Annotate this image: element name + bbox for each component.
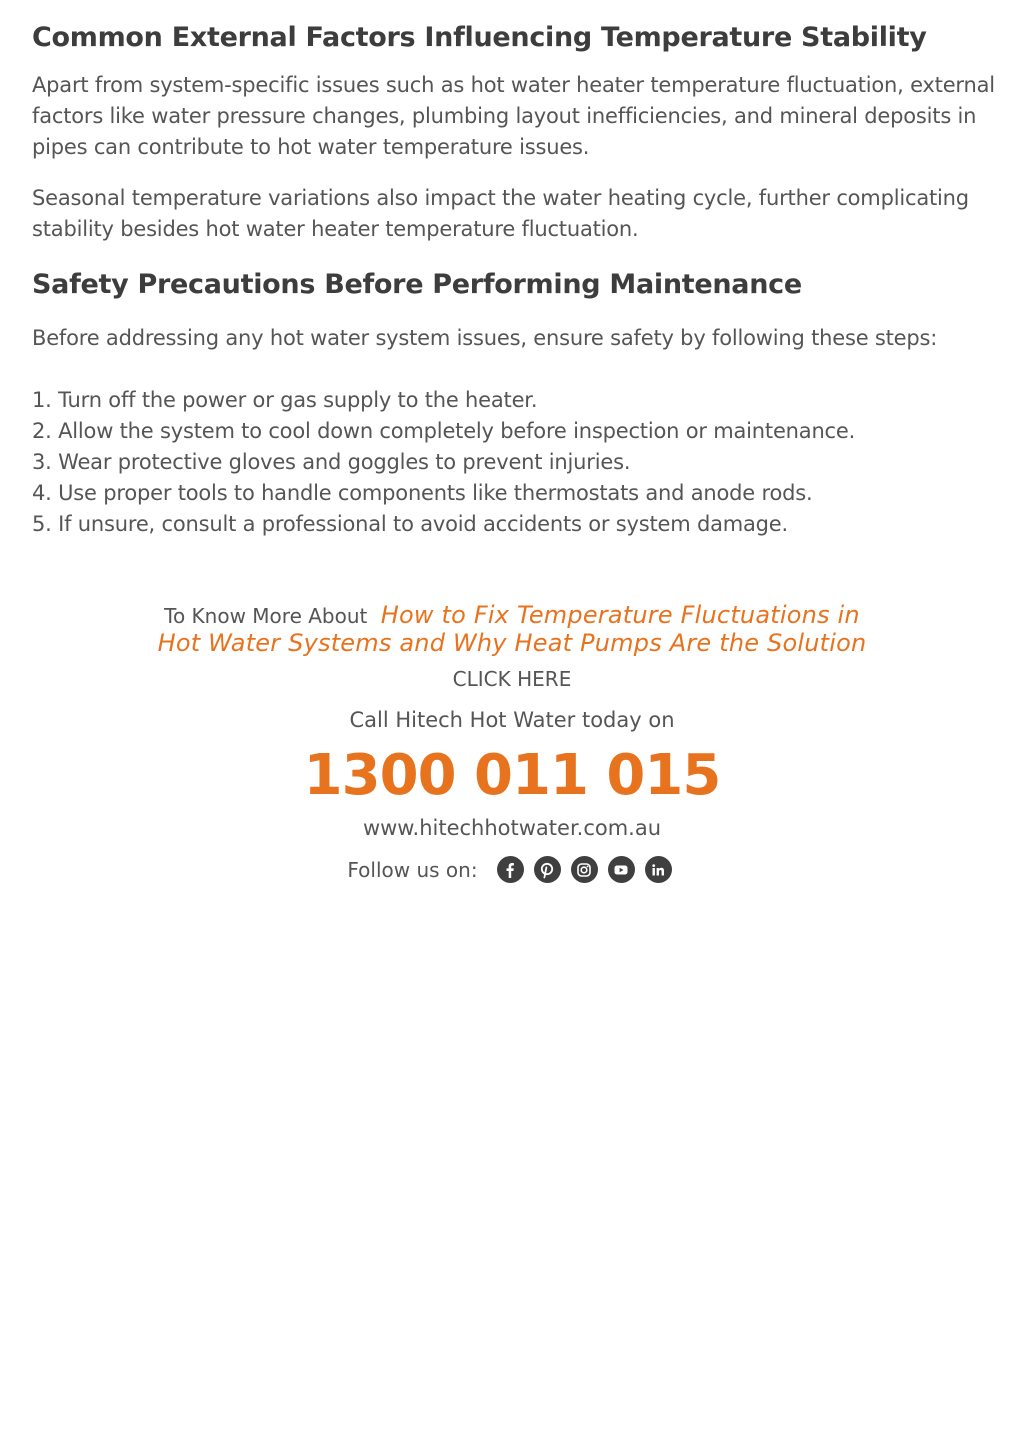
list-item: 5. If unsure, consult a professional to avoid accidents or system damage. bbox=[32, 512, 788, 536]
paragraph-external-factors: Apart from system-specific issues such as hot water heater temperature fluctuation, external factors like water pressure changes, plumbing layout inefficiencies, and mineral deposits in pipes can contribute to hot water temperature issues. bbox=[32, 73, 995, 159]
list-item: 3. Wear protective gloves and goggles to prevent injuries. bbox=[32, 450, 631, 474]
call-text: Call Hitech Hot Water today on bbox=[349, 708, 675, 732]
list-item: 1. Turn off the power or gas supply to the heater. bbox=[32, 388, 538, 412]
follow-label: Follow us on: bbox=[347, 857, 478, 882]
paragraph-seasonal-variations: Seasonal temperature variations also impact the water heating cycle, further complicating stability besides hot water heater temperature fluctuation. bbox=[32, 186, 969, 241]
instagram-icon[interactable] bbox=[571, 856, 598, 883]
facebook-icon[interactable] bbox=[497, 856, 524, 883]
call-to-action bbox=[0, 602, 1024, 883]
follow-us-row bbox=[0, 856, 1024, 883]
click-here-link[interactable]: CLICK HERE bbox=[452, 667, 572, 691]
section-heading-safety: Safety Precautions Before Performing Maintenance bbox=[32, 269, 802, 300]
phone-number[interactable]: 1300 011 015 bbox=[303, 743, 721, 808]
section-heading-external-factors: Common External Factors Influencing Temperature Stability bbox=[32, 22, 927, 53]
know-more-link-line2[interactable]: Hot Water Systems and Why Heat Pumps Are the Solution bbox=[157, 629, 867, 657]
know-more-line-2 bbox=[0, 630, 1024, 658]
know-more-prefix: To Know More About bbox=[164, 604, 368, 628]
youtube-icon[interactable] bbox=[608, 856, 635, 883]
pinterest-icon[interactable] bbox=[534, 856, 561, 883]
know-more-line bbox=[0, 602, 1024, 630]
list-item: 4. Use proper tools to handle components like thermostats and anode rods. bbox=[32, 481, 813, 505]
know-more-link-line1[interactable]: How to Fix Temperature Fluctuations in bbox=[380, 601, 860, 629]
paragraph-safety-intro: Before addressing any hot water system issues, ensure safety by following these steps: bbox=[32, 326, 938, 350]
safety-steps-list bbox=[32, 385, 1012, 540]
article-content bbox=[32, 18, 1012, 540]
website-link[interactable]: www.hitechhotwater.com.au bbox=[362, 816, 662, 840]
linkedin-icon[interactable] bbox=[645, 856, 672, 883]
list-item: 2. Allow the system to cool down completely before inspection or maintenance. bbox=[32, 419, 856, 443]
